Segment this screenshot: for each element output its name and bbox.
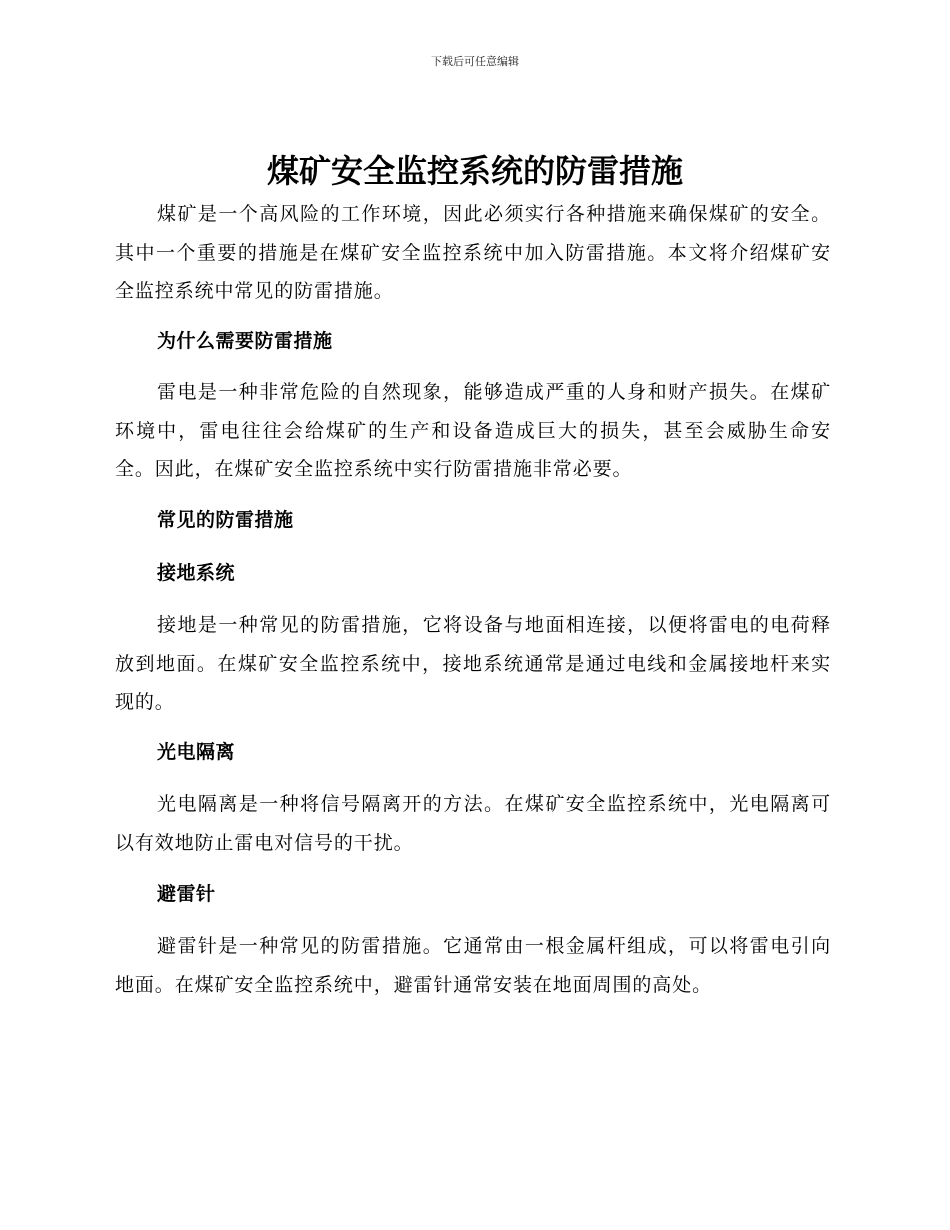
section-paragraph-grounding-system: 接地是一种常见的防雷措施，它将设备与地面相连接，以便将雷电的电荷释放到地面。在煤矿安全监控系统中，接地系统通常是通过电线和金属接地杆来实现的。 [115,614,831,713]
section-heading-common-measures: 常见的防雷措施 [157,509,294,531]
section-paragraph-lightning-rod: 避雷针是一种常见的防雷措施。它通常由一根金属杆组成，可以将雷电引向地面。在煤矿安全监控系统中，避雷针通常安装在地面周围的高处。 [115,935,831,996]
intro-paragraph: 煤矿是一个高风险的工作环境，因此必须实行各种措施来确保煤矿的安全。其中一个重要的措施是在煤矿安全监控系统中加入防雷措施。本文将介绍煤矿安全监控系统中常见的防雷措施。 [115,203,831,302]
section-heading-grounding-system: 接地系统 [157,562,236,584]
page-header-note: 下载后可任意编辑 [431,55,519,68]
section-heading-lightning-rod: 避雷针 [157,883,216,905]
section-heading-optical-isolation: 光电隔离 [157,741,236,763]
section-heading-why-protection: 为什么需要防雷措施 [157,330,333,352]
document-title: 煤矿安全监控系统的防雷措施 [266,152,683,190]
section-paragraph-why-protection: 雷电是一种非常危险的自然现象，能够造成严重的人身和财产损失。在煤矿环境中，雷电往往会给煤矿的生产和设备造成巨大的损失，甚至会威胁生命安全。因此，在煤矿安全监控系统中实行防雷措施非常必要。 [115,381,831,480]
section-paragraph-optical-isolation: 光电隔离是一种将信号隔离开的方法。在煤矿安全监控系统中，光电隔离可以有效地防止雷电对信号的干扰。 [115,793,831,854]
